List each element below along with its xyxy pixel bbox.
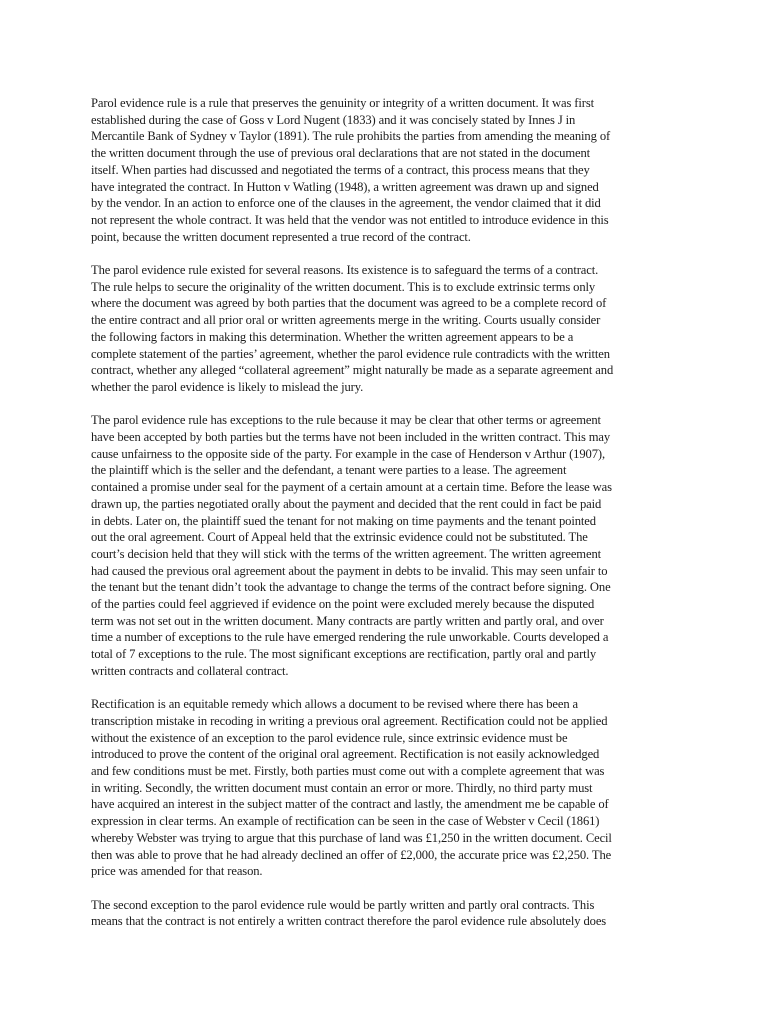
paragraph-line: point, because the written document represented a true record of the contract. [91, 229, 471, 244]
paragraph-line: court’s decision held that they will stick with the terms of the written agreement. The written agreement [91, 546, 602, 561]
paragraph-5 [91, 897, 678, 930]
paragraph-line: total of 7 exceptions to the rule. The most significant exceptions are rectification, partly oral and partly [91, 647, 597, 662]
paragraph-line: of the parties could feel aggrieved if evidence on the point were excluded merely because the disputed [91, 597, 595, 612]
document-body [91, 95, 678, 930]
paragraph-line: means that the contract is not entirely a written contract therefore the parol evidence rule absolutely does [91, 914, 607, 929]
paragraph-line: have integrated the contract. In Hutton v Watling (1948), a written agreement was drawn up and signed [91, 179, 599, 194]
paragraph-line: The rule helps to secure the originality of the written document. This is to exclude extrinsic terms only [91, 279, 596, 294]
paragraph-line: The parol evidence rule existed for several reasons. Its existence is to safeguard the terms of a contract. [91, 263, 599, 278]
paragraph-line: in debts. Later on, the plaintiff sued the tenant for not making on time payments and the tenant pointed [91, 513, 596, 528]
paragraph-line: have been accepted by both parties but the terms have not been included in the written contract. This may [91, 430, 611, 445]
paragraph-line: contract, whether any alleged “collateral agreement” might naturally be made as a separate agreement and [91, 363, 614, 378]
paragraph-line: Rectification is an equitable remedy which allows a document to be revised where there has been a [91, 697, 579, 712]
paragraph-line: not represent the whole contract. It was held that the vendor was not entitled to introduce evidence in this [91, 212, 609, 227]
paragraph-line: the written document through the use of previous oral declarations that are not stated in the document [91, 146, 591, 161]
paragraph-line: out the oral agreement. Court of Appeal held that the extrinsic evidence could not be substituted. The [91, 530, 588, 545]
paragraph-line: and few conditions must be met. Firstly, both parties must come out with a complete agreement that was [91, 764, 605, 779]
paragraph-line: The second exception to the parol evidence rule would be partly written and partly oral contracts. This [91, 897, 595, 912]
paragraph-line: have acquired an interest in the subject matter of the contract and lastly, the amendment me be capable of [91, 797, 609, 812]
paragraph-line: price was amended for that reason. [91, 864, 263, 879]
paragraph-line: complete statement of the parties’ agreement, whether the parol evidence rule contradicts with the written [91, 346, 610, 361]
paragraph-line: established during the case of Goss v Lord Nugent (1833) and it was concisely stated by Innes J in [91, 112, 576, 127]
paragraph-line: by the vendor. In an action to enforce one of the clauses in the agreement, the vendor claimed that it did [91, 196, 601, 211]
paragraph-line: time a number of exceptions to the rule have emerged rendering the rule unworkable. Courts developed a [91, 630, 609, 645]
paragraph-line: cause unfairness to the opposite side of the party. For example in the case of Henderson v Arthur (1907), [91, 446, 605, 461]
paragraph-line: the entire contract and all prior oral or written agreements merge in the writing. Courts usually consider [91, 313, 601, 328]
paragraph-line: whether the parol evidence is likely to mislead the jury. [91, 379, 364, 394]
paragraph-line: Parol evidence rule is a rule that preserves the genuinity or integrity of a written document. It was first [91, 96, 594, 110]
paragraph-line: written contracts and collateral contract. [91, 663, 289, 678]
paragraph-line: without the existence of an exception to the parol evidence rule, since extrinsic evidence must be [91, 730, 568, 745]
paragraph-line: introduced to prove the content of the original oral agreement. Rectification is not easily acknowledged [91, 747, 600, 762]
paragraph-line: transcription mistake in recoding in writing a previous oral agreement. Rectification could not be applied [91, 713, 608, 728]
paragraph-line: itself. When parties had discussed and negotiated the terms of a contract, this process means that they [91, 162, 590, 177]
paragraph-line: in writing. Secondly, the written document must contain an error or more. Thirdly, no third party must [91, 780, 593, 795]
paragraph-line: the tenant but the tenant didn’t took the advantage to change the terms of the contract before signing. One [91, 580, 611, 595]
paragraph-line: the following factors in making this determination. Whether the written agreement appears to be a [91, 329, 574, 344]
paragraph-1 [91, 95, 678, 245]
paragraph-4 [91, 696, 678, 880]
paragraph-line: Mercantile Bank of Sydney v Taylor (1891). The rule prohibits the parties from amending the meaning of [91, 129, 611, 144]
paragraph-line: where the document was agreed by both parties that the document was agreed to be a complete record of [91, 296, 607, 311]
paragraph-line: whereby Webster was trying to argue that this purchase of land was £1,250 in the written document. Cecil [91, 830, 612, 845]
paragraph-line: term was not set out in the written document. Many contracts are partly written and partly oral, and over [91, 613, 604, 628]
paragraph-line: contained a promise under seal for the payment of a certain amount at a certain time. Before the lease was [91, 480, 612, 495]
paragraph-3 [91, 412, 678, 679]
paragraph-line: then was able to prove that he had already declined an offer of £2,000, the accurate price was £2,250. The [91, 847, 612, 862]
paragraph-line: had caused the previous oral agreement about the payment in debts to be invalid. This may seen unfair to [91, 563, 608, 578]
paragraph-line: drawn up, the parties negotiated orally about the payment and decided that the rent could in fact be paid [91, 496, 602, 511]
paragraph-line: expression in clear terms. An example of rectification can be seen in the case of Webster v Cecil (1861) [91, 814, 600, 829]
paragraph-line: The parol evidence rule has exceptions to the rule because it may be clear that other terms or agreement [91, 413, 601, 428]
paragraph-line: the plaintiff which is the seller and the defendant, a tenant were parties to a lease. The agreement [91, 463, 567, 478]
paragraph-2 [91, 262, 678, 396]
